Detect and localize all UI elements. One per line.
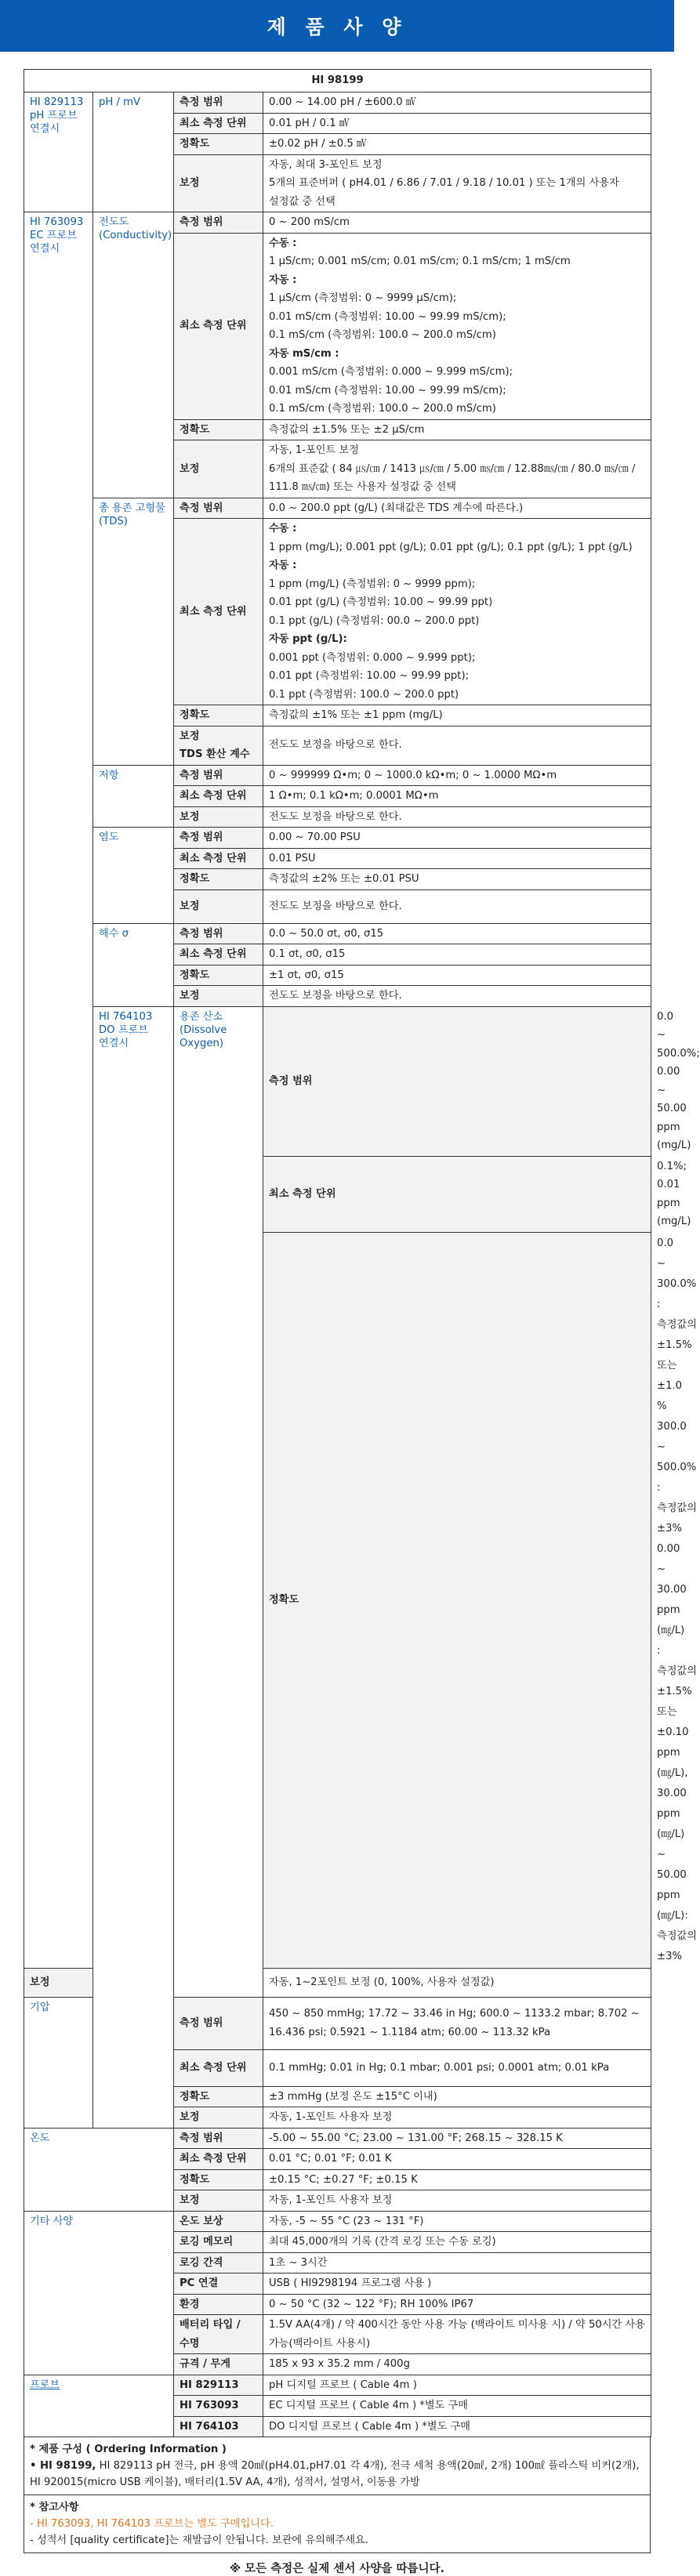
param-resistivity: 저항 bbox=[93, 765, 174, 828]
spec-label: 최소 측정 단위 bbox=[174, 786, 263, 807]
spec-value: 측정값의 ±1.5% 또는 ±2 μS/cm bbox=[263, 419, 651, 440]
reference-notes bbox=[24, 2495, 651, 2553]
param-tds: 총 용존 고형물 (TDS) bbox=[93, 498, 174, 765]
spec-value: 측정값의 ±2% 또는 ±0.01 PSU bbox=[263, 869, 651, 890]
spec-label: 보정 bbox=[174, 889, 263, 923]
spec-value: 전도도 보정을 바탕으로 한다. bbox=[263, 986, 651, 1007]
text-line: 자동 : bbox=[269, 560, 297, 571]
spec-value: 450 ~ 850 mmHg; 17.72 ~ 33.46 in Hg; 600.0 ~ 1133.2 mbar; 8.702 ~ 16.436 psi; 0.5921 ~ 1.1184 atm; 60.00 ~ 113.32 kPa bbox=[263, 1997, 651, 2049]
spec-label: 최소 측정 단위 bbox=[174, 2149, 263, 2170]
ordering-info bbox=[24, 2437, 651, 2495]
table-row: HI 764103 DO 프로브 연결시 용존 산소 (Dissolve Oxygen) 측정 범위 0.0 ~ 500.0%; 0.00 ~ 50.00 ppm (mg/L) bbox=[24, 1006, 651, 1156]
text-line: 0.001 mS/cm (측정범위: 0.000 ~ 9.999 mS/cm); bbox=[269, 366, 513, 378]
text-line: TDS 환산 계수 bbox=[180, 748, 250, 760]
spec-label: 측정 범위 bbox=[263, 1006, 651, 1156]
notes-line-probe: - HI 763093, HI 764103 프로브는 별도 구매입니다. bbox=[30, 2518, 274, 2530]
spec-label: 환경 bbox=[174, 2294, 263, 2315]
spec-value: 자동, 1-포인트 사용자 보정 bbox=[263, 2107, 651, 2129]
spec-label: HI 764103 bbox=[174, 2416, 263, 2437]
text-line: 0.1 mS/cm (측정범위: 100.0 ~ 200.0 mS/cm) bbox=[269, 329, 496, 341]
spec-label: 최소 측정 단위 bbox=[174, 2049, 263, 2086]
text-line: 자동 : bbox=[269, 274, 297, 286]
group-temperature: 온도 bbox=[24, 2128, 174, 2211]
spec-value: -5.00 ~ 55.00 °C; 23.00 ~ 131.00 °F; 268.15 ~ 328.15 K bbox=[263, 2128, 651, 2149]
spec-value: 1초 ~ 3시간 bbox=[263, 2252, 651, 2273]
spec-label: 보정 bbox=[24, 1968, 93, 1997]
page-title: 제 품 사 양 bbox=[267, 16, 408, 38]
spec-label: HI 763093 bbox=[174, 2396, 263, 2417]
group-probe[interactable] bbox=[24, 2375, 174, 2437]
spec-label: 측정 범위 bbox=[174, 828, 263, 849]
spec-value: ±3 mmHg (보정 온도 ±15°C 이내) bbox=[263, 2086, 651, 2107]
spec-label: 최소 측정 단위 bbox=[174, 233, 263, 419]
spec-label: 정확도 bbox=[174, 965, 263, 986]
spec-label: 로깅 메모리 bbox=[174, 2232, 263, 2253]
text-line: 0.01 ppt (측정범위: 10.00 ~ 99.99 ppt); bbox=[269, 670, 470, 682]
text-line: 1 μS/cm (측정범위: 0 ~ 9999 μS/cm); bbox=[269, 292, 457, 304]
spec-value: 0.0 ~ 200.0 ppt (g/L) (최대값은 TDS 계수에 따른다.) bbox=[263, 498, 651, 519]
spec-label: 측정 범위 bbox=[174, 498, 263, 519]
param-conductivity: 전도도 (Conductivity) bbox=[93, 212, 174, 498]
table-row bbox=[24, 2375, 651, 2396]
text-line: 0.01 ppt (g/L) (측정범위: 10.00 ~ 99.99 ppt) bbox=[269, 596, 493, 608]
table-row bbox=[24, 2211, 651, 2232]
spec-label: HI 829113 bbox=[174, 2375, 263, 2396]
ordering-text bbox=[30, 2458, 644, 2491]
text-line: 0.01 mS/cm (측정범위: 10.00 ~ 99.99 mS/cm); bbox=[269, 310, 506, 323]
spec-label: 측정 범위 bbox=[174, 765, 263, 786]
spec-label: 로깅 간격 bbox=[174, 2252, 263, 2273]
spec-label bbox=[174, 726, 263, 765]
spec-sheet bbox=[24, 69, 700, 2576]
table-row: 최소 측정 단위 0.1%; 0.01 ppm (mg/L) bbox=[24, 1156, 651, 1232]
spec-value: 전도도 보정을 바탕으로 한다. bbox=[263, 726, 651, 765]
param-ph-mv: pH / mV bbox=[93, 92, 174, 212]
table-row: 정확도 0.0 ~ 300.0% : 측정값의 ±1.5% 또는 ±1.0 % 300.0 ~ 500.0% : 측정값의 ±3% 0.00 ~ 30.00 ppm (㎎/L) : 측정값의 ±1.5% 또는 ±0.10 ppm (㎎/L), 30.00 ppm (㎎/L) ~ 50.00 ppm (㎎/L): 측정값의 ±3% bbox=[24, 1232, 651, 1968]
spec-table bbox=[24, 69, 700, 2437]
spec-value bbox=[263, 519, 651, 705]
spec-value: 최대 45,000개의 기록 (간격 로깅 또는 수동 로깅) bbox=[263, 2232, 651, 2253]
table-row bbox=[24, 498, 651, 519]
spec-label: 최소 측정 단위 bbox=[174, 848, 263, 869]
spec-value: 측정값의 ±1% 또는 ±1 ppm (mg/L) bbox=[263, 705, 651, 726]
spec-label: 측정 범위 bbox=[174, 923, 263, 944]
spec-label: 정확도 bbox=[174, 2086, 263, 2107]
spec-label: 측정 범위 bbox=[174, 212, 263, 234]
spec-label: 정확도 bbox=[174, 419, 263, 440]
notes-title: * 참고사항 bbox=[30, 2502, 79, 2513]
ordering-model: • HI 98199, bbox=[30, 2460, 96, 2472]
spec-value: 185 x 93 x 35.2 mm / 400g bbox=[263, 2354, 651, 2375]
text-line: 자동 mS/cm : bbox=[269, 347, 339, 360]
spec-value: 자동, 1~2포인트 보정 (0, 100%, 사용자 설정값) bbox=[263, 1968, 651, 1997]
spec-label: 정확도 bbox=[174, 134, 263, 155]
spec-value: 자동, 1-포인트 사용자 보정 bbox=[263, 2190, 651, 2212]
spec-value: ±0.15 °C; ±0.27 °F; ±0.15 K bbox=[263, 2169, 651, 2190]
ordering-items: HI 829113 pH 전극, pH 용액 20㎖(pH4.01,pH7.01 각 4개), 전극 세척 용액(20㎖, 2개) 100㎖ 플라스틱 비커(2개), HI 920015(micro USB 케이블), 배터리(1.5V AA, 4개), 성적서, 설명서, 이동용 가방 bbox=[30, 2460, 640, 2488]
spec-value: 0 ~ 999999 Ω•m; 0 ~ 1000.0 kΩ•m; 0 ~ 1.0000 MΩ•m bbox=[263, 765, 651, 786]
spec-label: 최소 측정 단위 bbox=[174, 944, 263, 966]
spec-value: USB ( HI9298194 프로그램 사용 ) bbox=[263, 2273, 651, 2295]
text-line: 자동 ppt (g/L): bbox=[269, 633, 347, 645]
spec-label: 보정 bbox=[174, 2107, 263, 2129]
ordering-title: * 제품 구성 ( Ordering Information ) bbox=[30, 2444, 227, 2455]
spec-label: 정확도 bbox=[263, 1232, 651, 1968]
table-row bbox=[24, 828, 651, 849]
spec-label: 최소 측정 단위 bbox=[174, 519, 263, 705]
text-line: 1 ppm (mg/L) (측정범위: 0 ~ 9999 ppm); bbox=[269, 578, 476, 590]
table-row bbox=[24, 2128, 651, 2149]
model-row bbox=[24, 70, 651, 92]
param-pressure: 기압 bbox=[24, 1997, 93, 2128]
spec-value: 0.01 PSU bbox=[263, 848, 651, 869]
spec-label: 배터리 타입 / 수명 bbox=[174, 2315, 263, 2354]
text-line: 수동 : bbox=[269, 523, 297, 534]
text-line: 0.001 ppt (측정범위: 0.000 ~ 9.999 ppt); bbox=[269, 651, 476, 664]
model-name: HI 98199 bbox=[24, 70, 651, 92]
group-ec: HI 763093 EC 프로브 연결시 bbox=[24, 212, 93, 1969]
text-line: 수동 : bbox=[269, 237, 297, 249]
spec-value: pH 디지털 프로브 ( Cable 4m ) bbox=[263, 2375, 651, 2396]
table-row bbox=[24, 765, 651, 786]
spec-label: 측정 범위 bbox=[174, 1997, 263, 2049]
spec-label: 규격 / 무게 bbox=[174, 2354, 263, 2375]
text-line: 6개의 표준값 ( 84 ㎲/㎝ / 1413 ㎲/㎝ / 5.00 ㎳/㎝ / 12.88㎳/㎝ / 80.0 ㎳/㎝ / 111.8 ㎳/㎝) 또는 사용자 설정값 중 선택 bbox=[269, 462, 636, 493]
spec-label: 온도 보상 bbox=[174, 2211, 263, 2232]
spec-value: 1 Ω•m; 0.1 kΩ•m; 0.0001 MΩ•m bbox=[263, 786, 651, 807]
spec-value: 1.5V AA(4개) / 약 400시간 동안 사용 가능 (백라이트 미사용 시) / 약 50시간 사용 가능(백라이트 사용시) bbox=[263, 2315, 651, 2354]
notes-line-certificate: - 성적서 [quality certificate]는 재발급이 안됩니다. 보관에 유의해주세요. bbox=[30, 2534, 368, 2546]
probe-link[interactable]: 프로브 bbox=[30, 2379, 60, 2391]
text-line: 0.01 mS/cm (측정범위: 10.00 ~ 99.99 mS/cm); bbox=[269, 384, 506, 397]
table-row bbox=[24, 923, 651, 944]
spec-value bbox=[263, 440, 651, 498]
spec-value: 전도도 보정을 바탕으로 한다. bbox=[263, 889, 651, 923]
spec-label: 보정 bbox=[174, 440, 263, 498]
text-line: 0.1 mS/cm (측정범위: 100.0 ~ 200.0 mS/cm) bbox=[269, 403, 496, 415]
spec-label: 최소 측정 단위 bbox=[263, 1156, 651, 1232]
spec-label: 보정 bbox=[174, 806, 263, 828]
text-line: 자동, 최대 3-포인트 보정 bbox=[269, 158, 383, 171]
table-row bbox=[24, 212, 651, 234]
text-line: 0.1 ppt (측정범위: 100.0 ~ 200.0 ppt) bbox=[269, 688, 459, 701]
spec-value: EC 디지털 프로브 ( Cable 4m ) *별도 구매 bbox=[263, 2396, 651, 2417]
spec-label: 측정 범위 bbox=[174, 92, 263, 114]
spec-value: 0 ~ 200 mS/cm bbox=[263, 212, 651, 234]
footer-note: ※ 모든 측정은 실제 센서 사양을 따릅니다. bbox=[229, 2563, 444, 2575]
spec-label: 최소 측정 단위 bbox=[174, 113, 263, 134]
param-salinity: 염도 bbox=[93, 828, 174, 924]
spec-value: DO 디지털 프로브 ( Cable 4m ) *별도 구매 bbox=[263, 2416, 651, 2437]
page-title-banner bbox=[0, 0, 674, 52]
spec-value bbox=[263, 233, 651, 419]
spec-label: 측정 범위 bbox=[174, 2128, 263, 2149]
text-line: 1 ppm (mg/L); 0.001 ppt (g/L); 0.01 ppt (g/L); 0.1 ppt (g/L); 1 ppt (g/L) bbox=[269, 541, 633, 553]
text-line: 보정 bbox=[180, 730, 200, 742]
spec-value: ±0.02 pH / ±0.5 ㎷ bbox=[263, 134, 651, 155]
text-line: 0.1 ppt (g/L) (측정범위: 00.0 ~ 200.0 ppt) bbox=[269, 614, 480, 627]
spec-label: 정확도 bbox=[174, 705, 263, 726]
spec-label: 정확도 bbox=[174, 2169, 263, 2190]
group-other-specs: 기타 사양 bbox=[24, 2211, 174, 2375]
param-dissolved-oxygen: 용존 산소 (Dissolve Oxygen) bbox=[174, 1006, 263, 1997]
spec-value: 0.1 σt, σ0, σ15 bbox=[263, 944, 651, 966]
spec-value: 0.00 ~ 14.00 pH / ±600.0 ㎷ bbox=[263, 92, 651, 114]
spec-label: PC 연결 bbox=[174, 2273, 263, 2295]
spec-value: 전도도 보정을 바탕으로 한다. bbox=[263, 806, 651, 828]
spec-value: 0.0 ~ 50.0 σt, σ0, σ15 bbox=[263, 923, 651, 944]
spec-value: ±1 σt, σ0, σ15 bbox=[263, 965, 651, 986]
group-ph: HI 829113 pH 프로브 연결시 bbox=[24, 92, 93, 212]
spec-label: 보정 bbox=[174, 986, 263, 1007]
spec-label: 보정 bbox=[174, 154, 263, 212]
spec-value bbox=[263, 154, 651, 212]
group-do: HI 764103 DO 프로브 연결시 bbox=[93, 1006, 174, 2128]
text-line: 1 μS/cm; 0.001 mS/cm; 0.01 mS/cm; 0.1 mS/cm; 1 mS/cm bbox=[269, 255, 571, 267]
spec-value: 0.01 °C; 0.01 °F; 0.01 K bbox=[263, 2149, 651, 2170]
spec-value: 0 ~ 50 °C (32 ~ 122 °F); RH 100% IP67 bbox=[263, 2294, 651, 2315]
spec-value: 0.1 mmHg; 0.01 in Hg; 0.1 mbar; 0.001 psi; 0.0001 atm; 0.01 kPa bbox=[263, 2049, 651, 2086]
spec-label: 보정 bbox=[174, 2190, 263, 2212]
text-line: 자동, 1-포인트 보정 bbox=[269, 444, 359, 456]
spec-label: 정확도 bbox=[174, 869, 263, 890]
spec-value: 자동, -5 ~ 55 °C (23 ~ 131 °F) bbox=[263, 2211, 651, 2232]
text-line: 5개의 표준버퍼 ( pH4.01 / 6.86 / 7.01 / 9.18 / 10.01 ) 또는 1개의 사용자 설정값 중 선택 bbox=[269, 177, 619, 208]
table-row bbox=[24, 92, 651, 114]
spec-value: 0.00 ~ 70.00 PSU bbox=[263, 828, 651, 849]
param-seawater-sigma: 해수 σ bbox=[93, 923, 174, 1006]
spec-value: 0.01 pH / 0.1 ㎷ bbox=[263, 113, 651, 134]
